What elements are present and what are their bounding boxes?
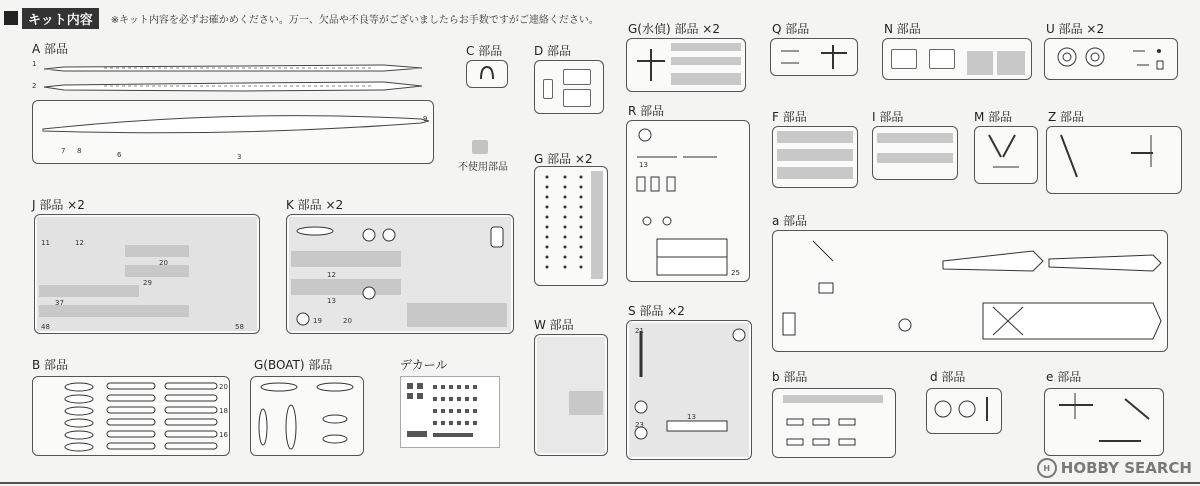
label-e-parts: e 部品 — [1046, 370, 1082, 384]
b-lower-drawing — [773, 389, 895, 457]
hobby-search-logo-icon: H — [1037, 458, 1057, 478]
s-part-23-number: 23 — [635, 421, 644, 429]
i-parts-tree — [872, 126, 958, 180]
label-b-parts: B 部品 — [32, 358, 69, 372]
a-part-6-number: 6 — [117, 151, 122, 159]
unused-color-swatch — [472, 140, 488, 154]
r-parts-drawing — [627, 121, 749, 281]
q-plane-icon — [771, 39, 857, 75]
n-part-1 — [891, 49, 917, 69]
j-part-29-number: 29 — [143, 279, 152, 287]
k-part-19-number: 19 — [313, 317, 322, 325]
label-u-parts: U 部品 ×2 — [1046, 22, 1105, 36]
label-unused-parts: 不使用部品 — [458, 162, 508, 173]
d-part-2 — [563, 89, 591, 107]
g-parts-tree — [534, 166, 608, 286]
n-parts-tree — [882, 38, 1032, 80]
m-part-drawing — [975, 127, 1037, 183]
a-parts-tree — [32, 100, 434, 164]
a-part-8-number: 8 — [77, 147, 82, 155]
label-i-parts: I 部品 — [872, 110, 904, 124]
j-part-37-number: 37 — [55, 299, 64, 307]
s-part-13-number: 13 — [687, 413, 696, 421]
label-j-parts: J 部品 ×2 — [32, 198, 85, 212]
hull-part-2 — [44, 78, 424, 92]
j-part-12-number: 12 — [75, 239, 84, 247]
label-w-parts: W 部品 — [534, 318, 574, 332]
hull-part-1 — [44, 58, 424, 68]
b-part-16-number: 16 — [219, 431, 228, 439]
label-n-parts: N 部品 — [884, 22, 921, 36]
label-f-parts: F 部品 — [772, 110, 807, 124]
decal-sheet — [400, 376, 500, 448]
m-parts-tree — [974, 126, 1038, 184]
header-title: キット内容 — [22, 8, 99, 29]
g-boat-drawing — [251, 377, 363, 455]
j-gray-row-2 — [125, 265, 189, 277]
a-part-9-number: 9 — [423, 115, 428, 123]
label-g-seaplane-parts: G(水偵) 部品 ×2 — [628, 22, 720, 36]
b-part-20-number: 20 — [219, 383, 228, 391]
a-part-2-number: 2 — [32, 82, 37, 90]
b-lower-parts-tree — [772, 388, 896, 458]
d-part-1 — [563, 69, 591, 85]
i-parts-row-1 — [877, 133, 953, 143]
deck-parts-drawing — [773, 231, 1167, 351]
q-parts-tree — [770, 38, 858, 76]
u-parts-tree — [1044, 38, 1178, 80]
bottom-rule — [0, 482, 1200, 484]
s-parts-tree — [626, 320, 752, 460]
d-lower-parts-tree — [926, 388, 1002, 434]
a-part-3-number: 3 — [237, 153, 242, 161]
g-seaplane-gray-strip-1 — [671, 43, 741, 51]
d-part-3 — [543, 79, 553, 99]
g-parts-dots — [535, 167, 591, 285]
s-part-21-number: 21 — [635, 327, 644, 335]
label-decal: デカール — [400, 358, 448, 372]
g-boat-tree — [250, 376, 364, 456]
label-d-lower-parts: d 部品 — [930, 370, 966, 384]
j-part-48-number: 48 — [41, 323, 50, 331]
header-note: ※キット内容を必ずお確かめください。万一、欠品や不良等がございましたらお手数ですがご連絡ください。 — [110, 14, 599, 26]
r-part-13-number: 13 — [639, 161, 648, 169]
n-part-2 — [967, 51, 993, 75]
label-q-parts: Q 部品 — [772, 22, 810, 36]
g-seaplane-gray-strip-2 — [671, 57, 741, 65]
label-k-parts: K 部品 ×2 — [286, 198, 344, 212]
hull-side-2-drawing — [44, 79, 424, 93]
k-part-20-number: 20 — [343, 317, 352, 325]
u-parts-drawing — [1045, 39, 1177, 79]
j-part-20-number: 20 — [159, 259, 168, 267]
label-z-parts: Z 部品 — [1048, 110, 1085, 124]
k-part-13-number: 13 — [327, 297, 336, 305]
hull-side-1-drawing — [44, 63, 424, 73]
watermark-text: HOBBY SEARCH — [1060, 459, 1192, 477]
a-lower-parts-tree — [772, 230, 1168, 352]
a-part-7-number: 7 — [61, 147, 66, 155]
j-gray-row-3 — [39, 285, 139, 297]
s-parts-drawing — [627, 321, 751, 459]
f-parts-row-3 — [777, 167, 853, 179]
d-parts-tree — [534, 60, 604, 114]
j-gray-row-1 — [125, 245, 189, 257]
hull-bottom-drawing — [33, 101, 433, 163]
label-g-parts: G 部品 ×2 — [534, 152, 593, 166]
f-parts-tree — [772, 126, 858, 188]
k-part-12-number: 12 — [327, 271, 336, 279]
label-b-lower-parts: b 部品 — [772, 370, 808, 384]
label-d-parts: D 部品 — [534, 44, 572, 58]
seaplane-icon — [631, 45, 671, 85]
b-parts-drawing — [33, 377, 229, 455]
f-parts-row-1 — [777, 131, 853, 143]
z-part-drawing — [1047, 127, 1181, 193]
r-parts-tree — [626, 120, 750, 282]
i-parts-row-2 — [877, 153, 953, 163]
label-s-parts: S 部品 ×2 — [628, 304, 685, 318]
d-lower-drawing — [927, 389, 1001, 433]
j-part-58-number: 58 — [235, 323, 244, 331]
c-parts-tree — [466, 60, 508, 88]
f-parts-row-2 — [777, 149, 853, 161]
k-parts-drawing — [287, 215, 513, 333]
j-parts-tree — [34, 214, 260, 334]
header-square-icon — [4, 11, 18, 25]
w-gray-block — [569, 391, 603, 415]
e-parts-tree — [1044, 388, 1164, 456]
b-parts-tree — [32, 376, 230, 456]
g-parts-gray-column — [591, 171, 603, 279]
r-part-25-number: 25 — [731, 269, 740, 277]
hobby-search-watermark — [1037, 458, 1192, 478]
z-parts-tree — [1046, 126, 1182, 194]
label-g-boat-parts: G(BOAT) 部品 — [254, 358, 333, 372]
c-part-drawing — [467, 61, 507, 87]
j-part-11-number: 11 — [41, 239, 50, 247]
n-part-1b — [929, 49, 955, 69]
section-header — [4, 8, 599, 28]
label-a-lower-parts: a 部品 — [772, 214, 808, 228]
decal-marks — [401, 377, 499, 447]
e-parts-drawing — [1045, 389, 1163, 455]
w-parts-tree — [534, 334, 608, 456]
g-seaplane-tree — [626, 38, 746, 92]
k-parts-tree — [286, 214, 514, 334]
label-c-parts: C 部品 — [466, 44, 503, 58]
g-seaplane-gray-strip-3 — [671, 73, 741, 85]
n-part-3 — [997, 51, 1025, 75]
label-r-parts: R 部品 — [628, 104, 665, 118]
a-part-1-number: 1 — [32, 60, 37, 68]
label-m-parts: M 部品 — [974, 110, 1013, 124]
b-part-18-number: 18 — [219, 407, 228, 415]
label-a-parts: A 部品 — [32, 42, 69, 56]
